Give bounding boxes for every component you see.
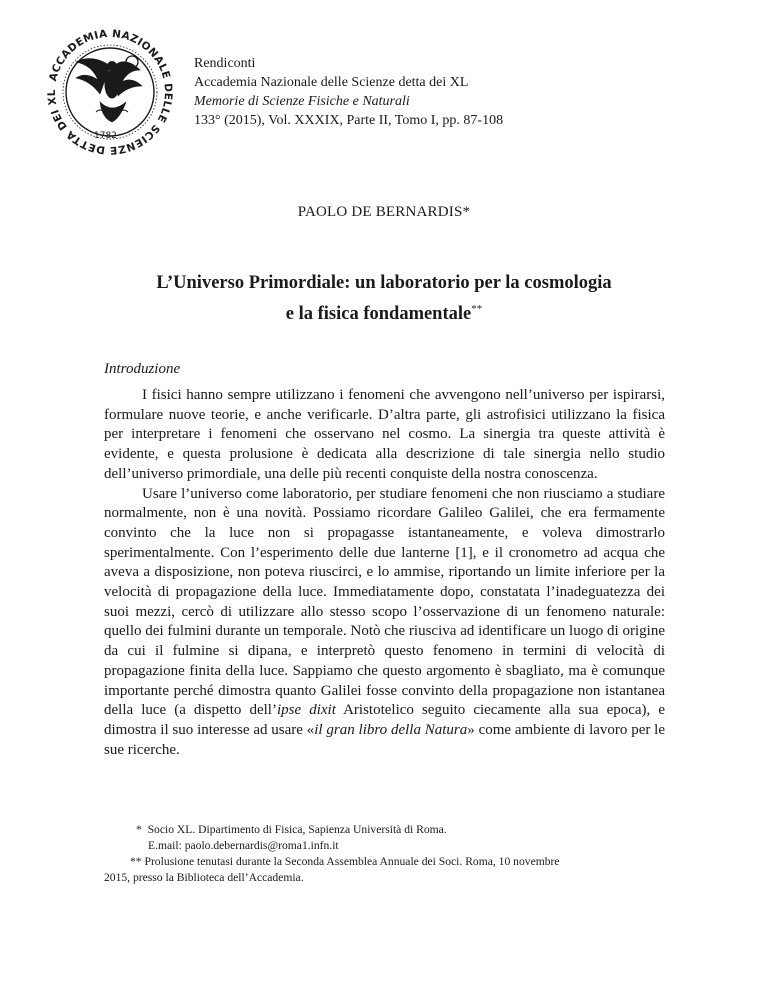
seal-ring-text: ACCADEMIA NAZIONALE DELLE SCIENZE DETTA DEI XL [45, 27, 175, 157]
footnote-1-mark: * [136, 823, 142, 836]
paragraph-2 [104, 485, 665, 761]
body-text [104, 386, 665, 760]
seal-year: 1782 [94, 131, 117, 141]
footnote-2-text: Prolusione tenutasi durante la Seconda Assemblea Annuale dei Soci. Roma, 10 novembre [144, 855, 560, 868]
author-name [0, 204, 768, 221]
journal-citation: 133° (2015), Vol. XXXIX, Parte II, Tomo I, pp. 87-108 [194, 113, 504, 128]
paragraph-2-part-b: Aristotelico seguito ciecamente alla sua epoca), e dimostra il suo interesse ad usare « [104, 702, 665, 738]
gran-libro-italic: il gran libro della Natura [314, 721, 468, 738]
footnote-2-line-2: 2015, presso la Biblioteca dell’Accademia. [104, 871, 304, 884]
title-footnote-mark: ** [471, 303, 483, 315]
journal-header [194, 54, 503, 130]
journal-name: Memorie di Scienze Fisiche e Naturali [194, 94, 410, 109]
ipse-dixit-italic: ipse dixit [276, 702, 336, 719]
section-heading: Introduzione [104, 361, 181, 377]
title-line-1: L’Universo Primordiale: un laboratorio per la cosmologia [156, 273, 612, 293]
author-footnote-mark: * [462, 204, 471, 220]
title-line-2-text: e la fisica fondamentale [285, 304, 472, 325]
footnote-1-email: E.mail: paolo.debernardis@roma1.infn.it [148, 839, 339, 852]
journal-series: Rendiconti [194, 56, 256, 71]
paragraph-1: I fisici hanno sempre utilizzano i fenomeni che avvengono nell’universo per ispirarsi, formulare nuove teorie, e anche verificarle. D’altra parte, gli astrofisici utilizzano la fisica per interpretare i fenomeni che osservano nel cosmo. La sinergia tra queste attività è evidente, e questa prolusione è dedicata alla descrizione di tale sinergia nello studio dell’universo primordiale, una delle più recenti conquiste della nostra conoscenza. [104, 387, 665, 482]
author-name-text: PAOLO DE BERNARDIS [297, 204, 463, 220]
paragraph-2-part-c: » come ambiente di lavoro per le sue ricerche. [104, 721, 665, 758]
footnote-1-line-1 [104, 822, 665, 838]
footnote-2-mark: ** [130, 855, 142, 868]
paper-title [100, 270, 668, 327]
phoenix-icon [76, 56, 142, 122]
footnote-2-line-1 [104, 854, 665, 870]
academy-seal-logo [40, 22, 180, 162]
footnotes [104, 822, 665, 886]
journal-publisher: Accademia Nazionale delle Scienze detta dei XL [194, 75, 469, 90]
footnote-1-text: Socio XL. Dipartimento di Fisica, Sapienza Università di Roma. [147, 823, 447, 836]
title-line-2 [100, 296, 668, 327]
paragraph-2-part-a: Usare l’universo come laboratorio, per studiare fenomeni che non riusciamo a studiare normalmente, non è una novità. Possiamo ricordare Galileo Galilei, che era fermamente convinto che la luce non si propagasse istantaneamente, e voleva dimostrarlo sperimentalmente. Con l’esperimento delle due lanterne [1], e il cronometro ad acqua che aveva a disposizione, non poteva riuscirci, e lo ammise, riportando un limite inferiore per la velocità di propagazione della luce. Immediatamente dopo, constatata l’inadeguatezza dei suoi mezzi, cercò di utilizzare allo stesso scopo l’osservazione di un fenomeno naturale: quello dei fulmini durante un temporale. Notò che riusciva ad identificare un luogo di origine da cui il fulmine si dipana, e interpretò questo fenomeno in termini di velocità di propagazione finita della luce. Sappiamo che questo argomento è sbagliato, ma è comunque importante perché dimostra quanto Galilei fosse convinto della propagazione non istantanea della luce (a dispetto dell’ [104, 485, 665, 719]
